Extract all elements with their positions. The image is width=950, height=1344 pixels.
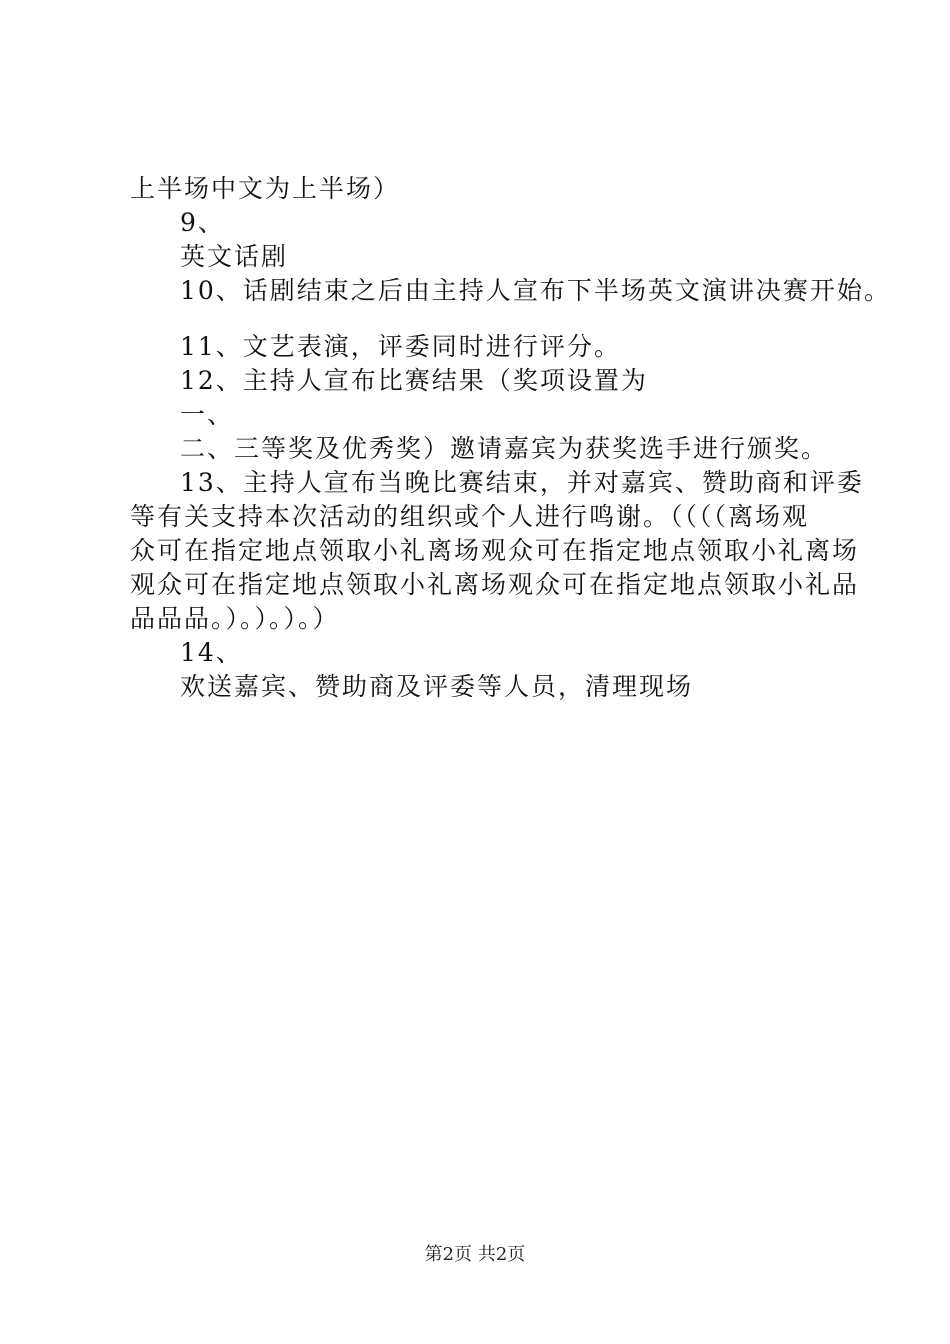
- text-line: 13、主持人宣布当晚比赛结束，并对嘉宾、赞助商和评委: [180, 468, 864, 497]
- text-line: 9、: [180, 208, 225, 237]
- text-line: 品品品。）。）。）。）: [130, 604, 340, 633]
- text-line: 欢送嘉宾、赞助商及评委等人员，清理现场: [180, 672, 694, 701]
- page-number: 第2页 共2页: [424, 1244, 526, 1265]
- text-line: 等有关支持本次活动的组织或个人进行鸣谢。（（（（离场观: [130, 502, 810, 531]
- text-line: 观众可在指定地点领取小礼离场观众可在指定地点领取小礼品: [130, 570, 860, 599]
- paragraph-spacer: [130, 308, 850, 330]
- text-line: 二、三等奖及优秀奖）邀请嘉宾为获奖选手进行颁奖。: [180, 434, 829, 463]
- text-line: 英文话剧: [180, 242, 289, 271]
- document-body: [130, 172, 891, 704]
- text-line: 众可在指定地点领取小礼离场观众可在指定地点领取小礼离场: [130, 536, 860, 565]
- text-line: 一、: [180, 400, 235, 429]
- text-line: 上半场中文为上半场）: [130, 174, 401, 203]
- text-line: 12、主持人宣布比赛结果（奖项设置为: [180, 366, 648, 395]
- text-line: 11、文艺表演，评委同时进行评分。: [180, 332, 621, 361]
- text-line: 14、: [180, 638, 243, 667]
- text-line: 10、话剧结束之后由主持人宣布下半场英文演讲决赛开始。: [180, 276, 891, 305]
